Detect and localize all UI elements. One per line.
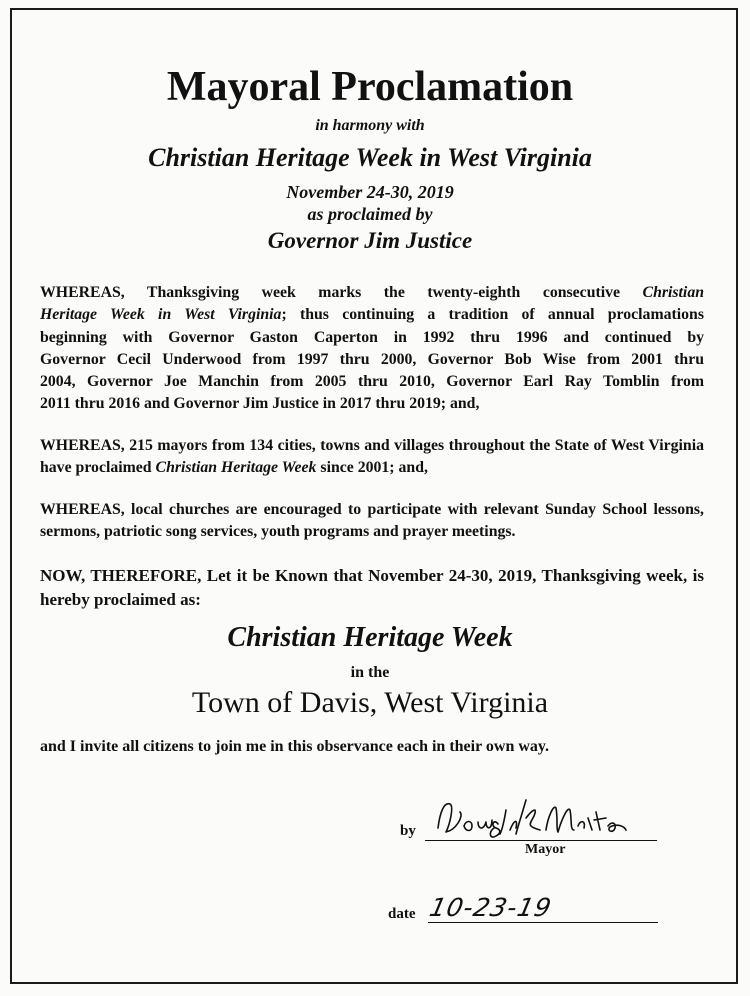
whereas1-line-1: WHEREAS, Thanksgiving week marks the twenty-eighth consecutive Christian (40, 284, 704, 301)
event-name: Christian Heritage Week in West Virginia (148, 143, 592, 172)
by-label: by (400, 823, 416, 839)
handwritten-date: 10-23-19 (426, 893, 555, 922)
whereas1-line-6: 2011 thru 2016 and Governor Jim Justice in 2017 thru 2019; and, (40, 395, 480, 413)
in-the-line: in the (350, 664, 390, 681)
governor-name: Governor Jim Justice (267, 228, 473, 253)
whereas1-line-3: beginning with Governor Gaston Caperton in 1992 thru 1996 and continued by (40, 328, 704, 346)
date-line (428, 922, 658, 923)
event-dates: November 24-30, 2019 (286, 182, 454, 202)
whereas1-line-2: Heritage Week in West Virginia; thus continuing a tradition of annual proclamations (40, 306, 704, 324)
harmony-line: in harmony with (315, 117, 425, 134)
mayor-label: Mayor (525, 842, 566, 857)
whereas1-line-4: Governor Cecil Underwood from 1997 thru 2000, Governor Bob Wise from 2001 thru (40, 350, 704, 368)
closing-statement: and I invite all citizens to join me in this observance each in their own way. (40, 738, 550, 755)
town-name: Town of Davis, West Virginia (191, 686, 549, 719)
whereas-paragraph-1 (40, 282, 704, 416)
whereas1-line-5: 2004, Governor Joe Manchin from 2005 thru 2010, Governor Earl Ray Tomblin from (40, 373, 704, 391)
page-title: Mayoral Proclamation (166, 64, 574, 110)
proclaimed-event-name: Christian Heritage Week (227, 622, 513, 653)
whereas-paragraph-3: WHEREAS, local churches are encouraged to participate with relevant Sunday School lessons, sermons, patriotic song services, youth programs and prayer meetings. (40, 501, 704, 541)
signature-line (425, 840, 657, 841)
now-therefore-paragraph: NOW, THEREFORE, Let it be Known that November 24-30, 2019, Thanksgiving week, is hereby proclaimed as: (40, 566, 704, 609)
date-label: date (388, 906, 416, 922)
mayor-signature (430, 790, 630, 850)
whereas-paragraph-2: WHEREAS, 215 mayors from 134 cities, towns and villages throughout the State of West Virginia have proclaimed Christian Heritage Week since 2001; and, (40, 437, 704, 477)
proclaimed-by-line: as proclaimed by (307, 204, 433, 224)
